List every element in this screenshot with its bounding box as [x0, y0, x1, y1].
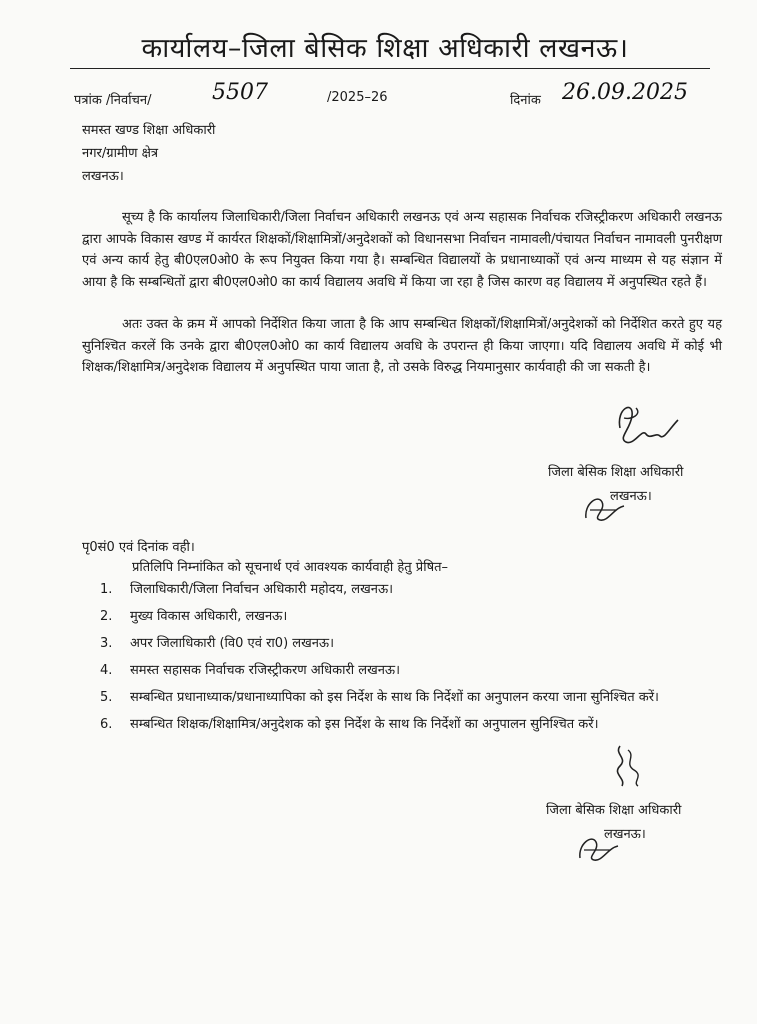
session-year: /2025–26	[327, 90, 388, 105]
list-number: 5.	[100, 690, 113, 705]
copy-list	[100, 578, 700, 740]
addressee-line-2: नगर/ग्रामीण क्षेत्र	[82, 146, 159, 161]
copy-intro: प्रतिलिपि निम्नांकित को सूचनार्थ एवं आवश्यक कार्यवाही हेतु प्रेषित–	[132, 560, 448, 575]
list-text: अपर जिलाधिकारी (वि0 एवं रा0) लखनऊ।	[130, 636, 335, 651]
list-text: समस्त सहासक निर्वाचक रजिस्ट्रीकरण अधिकारी लखनऊ।	[130, 663, 401, 678]
list-number: 6.	[100, 717, 113, 732]
list-number: 4.	[100, 663, 113, 678]
list-item	[100, 578, 700, 601]
list-item	[100, 686, 700, 709]
signatory-title: जिला बेसिक शिक्षा अधिकारी	[548, 465, 684, 480]
list-number: 2.	[100, 609, 113, 624]
heading-underline	[70, 68, 710, 69]
signature-mark	[612, 398, 692, 448]
list-item	[100, 713, 700, 736]
list-number: 3.	[100, 636, 113, 651]
letter-number: 5507	[212, 80, 268, 105]
list-text: सम्बन्धित शिक्षक/शिक्षामित्र/अनुदेशक को इस निर्देश के साथ कि निर्देशों का अनुपालन सुनिश्चित करें।	[130, 717, 599, 732]
addressee-line-1: समस्त खण्ड शिक्षा अधिकारी	[82, 123, 216, 138]
addressee-line-3: लखनऊ।	[82, 169, 124, 184]
body-paragraph-2: अतः उक्त के क्रम में आपको निर्देशित किया जाता है कि आप सम्बन्धित शिक्षकों/शिक्षामित्रों/अनुदेशकों को निर्देशित करते हुए यह सुनिश्चित करलें कि उनके द्वारा बी0एल0ओ0 का कार्य विद्यालय अवधि के उपरान्त ही किया जाएगा। यदि विद्यालय अवधि में कोई भी शिक्षक/शिक्षामित्र/अनुदेशक विद्यालय में अनुपस्थित पाया जाता है, तो उसके विरुद्ध नियमानुसार कार्यवाही की जा सकती है।	[82, 317, 722, 375]
list-text: जिलाधिकारी/जिला निर्वाचन अधिकारी महोदय, लखनऊ।	[130, 582, 394, 597]
list-text: सम्बन्धित प्रधानाध्याक/प्रधानाध्यापिका को इस निर्देश के साथ कि निर्देशों का अनुपालन करया जाना सुनिश्चित करें।	[130, 690, 659, 705]
list-item	[100, 605, 700, 628]
list-item	[100, 659, 700, 682]
list-number: 1.	[100, 582, 113, 597]
list-text: मुख्य विकास अधिकारी, लखनऊ।	[130, 609, 288, 624]
signature-mark-2	[606, 740, 656, 790]
list-item	[100, 632, 700, 655]
body-paragraph-1: सूच्य है कि कार्यालय जिलाधिकारी/जिला निर्वाचन अधिकारी लखनऊ एवं अन्य सहासक निर्वाचक रजिस्ट्रीकरण अधिकारी लखनऊ द्वारा आपके विकास खण्ड में कार्यरत शिक्षकों/शिक्षामित्रों/अनुदेशकों को विधानसभा निर्वाचन नामावली/पंचायत निर्वाचन नामावली पुनरीक्षण एवं अन्य कार्य हेतु बी0एल0ओ0 के रूप नियुक्त किया गया है। सम्बन्धित विद्यालयों के प्रधानाध्याकों एवं अन्य माध्यम से यह संज्ञान में आया है कि सम्बन्धितों द्वारा बी0एल0ओ0 का कार्य विद्यालय अवधि में किया जा रहा है जिस कारण वह विद्यालय में अनुपस्थित रहते हैं।	[82, 210, 722, 290]
date-label: दिनांक	[510, 93, 541, 108]
copy-reference: पृ0सं0 एवं दिनांक वही।	[82, 540, 195, 555]
signatory-place-2: लखनऊ।	[604, 827, 646, 842]
letter-date: 26.09.2025	[562, 80, 688, 105]
signatory-title-2: जिला बेसिक शिक्षा अधिकारी	[546, 803, 682, 818]
initials-mark-2	[574, 830, 624, 864]
patrank-label: पत्रांक /निर्वाचन/	[74, 93, 152, 108]
office-heading: कार्यालय–जिला बेसिक शिक्षा अधिकारी लखनऊ।	[141, 33, 629, 64]
signatory-place: लखनऊ।	[610, 489, 652, 504]
initials-mark	[580, 490, 630, 524]
